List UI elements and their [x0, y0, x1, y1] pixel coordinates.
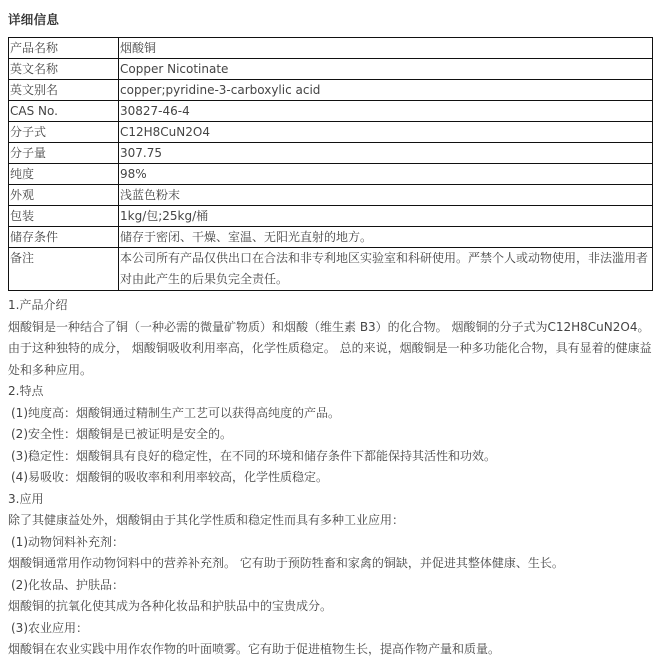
feature-item: (1)纯度高：烟酸铜通过精制生产工艺可以获得高纯度的产品。	[11, 405, 341, 420]
application-body: 烟酸铜的抗氧化使其成为各种化妆品和护肤品中的宝贵成分。	[8, 599, 333, 613]
spec-key: 英文别名	[9, 80, 119, 101]
table-row	[9, 143, 653, 164]
spec-value: 储存于密闭、干燥、室温、无阳光直射的地方。	[119, 227, 653, 248]
section-heading-features: 2.特点	[8, 384, 44, 398]
table-row	[9, 59, 653, 80]
spec-key: CAS No.	[9, 101, 119, 122]
spec-value: 烟酸铜	[119, 38, 653, 59]
application-body: 烟酸铜通常用作动物饲料中的营养补充剂。 它有助于预防牲畜和家禽的铜缺，并促进其整体健康、生长。	[8, 556, 564, 570]
product-spec-table	[8, 37, 653, 291]
spec-key: 英文名称	[9, 59, 119, 80]
spec-value: Copper Nicotinate	[119, 59, 653, 80]
spec-value: C12H8CuN2O4	[119, 122, 653, 143]
spec-key: 分子式	[9, 122, 119, 143]
spec-key: 外观	[9, 185, 119, 206]
table-row	[9, 80, 653, 101]
table-row	[9, 101, 653, 122]
spec-key: 分子量	[9, 143, 119, 164]
table-row	[9, 185, 653, 206]
spec-key: 包装	[9, 206, 119, 227]
spec-value: 98%	[119, 164, 653, 185]
table-row	[9, 227, 653, 248]
section-heading-intro: 1.产品介绍	[8, 298, 68, 312]
application-title: (2)化妆品、护肤品：	[11, 577, 124, 592]
spec-value: 307.75	[119, 143, 653, 164]
spec-value: 1kg/包;25kg/桶	[119, 206, 653, 227]
spec-key: 备注	[9, 248, 119, 291]
spec-key: 纯度	[9, 164, 119, 185]
table-row	[9, 248, 653, 291]
application-body: 烟酸铜在农业实践中用作农作物的叶面喷雾。它有助于促进植物生长，提高作物产量和质量。	[8, 642, 501, 656]
spec-value: 30827-46-4	[119, 101, 653, 122]
table-row	[9, 164, 653, 185]
section-heading-applications: 3.应用	[8, 491, 44, 506]
feature-item: (3)稳定性：烟酸铜具有良好的稳定性，在不同的环境和储存条件下都能保持其活性和功效。	[11, 448, 497, 463]
application-title: (3)农业应用：	[11, 620, 88, 635]
product-description	[8, 295, 653, 661]
feature-item: (4)易吸收：烟酸铜的吸收率和利用率较高，化学性质稳定。	[11, 470, 329, 484]
table-row	[9, 38, 653, 59]
application-title: (1)动物饲料补充剂：	[11, 534, 124, 549]
spec-value: 浅蓝色粉末	[119, 185, 653, 206]
feature-item: (2)安全性：烟酸铜是已被证明是安全的。	[11, 427, 232, 441]
intro-paragraph: 烟酸铜是一种结合了铜（一种必需的微量矿物质）和烟酸（维生素 B3）的化合物。 烟酸铜的分子式为C12H8CuN2O4。由于这种独特的成分， 烟酸铜吸收利用率高，化学性质稳定。 总的来说，烟酸铜是一种多功能化合物，具有显着的健康益处和多种应用。	[8, 319, 652, 377]
section-title: 详细信息	[8, 12, 60, 27]
table-row	[9, 122, 653, 143]
spec-key: 产品名称	[9, 38, 119, 59]
applications-intro: 除了其健康益处外，烟酸铜由于其化学性质和稳定性而具有多种工业应用：	[8, 513, 405, 527]
spec-value: 本公司所有产品仅供出口在合法和非专利地区实验室和科研使用。严禁个人或动物使用，非法滥用者对由此产生的后果负完全责任。	[119, 248, 653, 291]
spec-value: copper;pyridine-3-carboxylic acid	[119, 80, 653, 101]
spec-key: 储存条件	[9, 227, 119, 248]
table-row	[9, 206, 653, 227]
